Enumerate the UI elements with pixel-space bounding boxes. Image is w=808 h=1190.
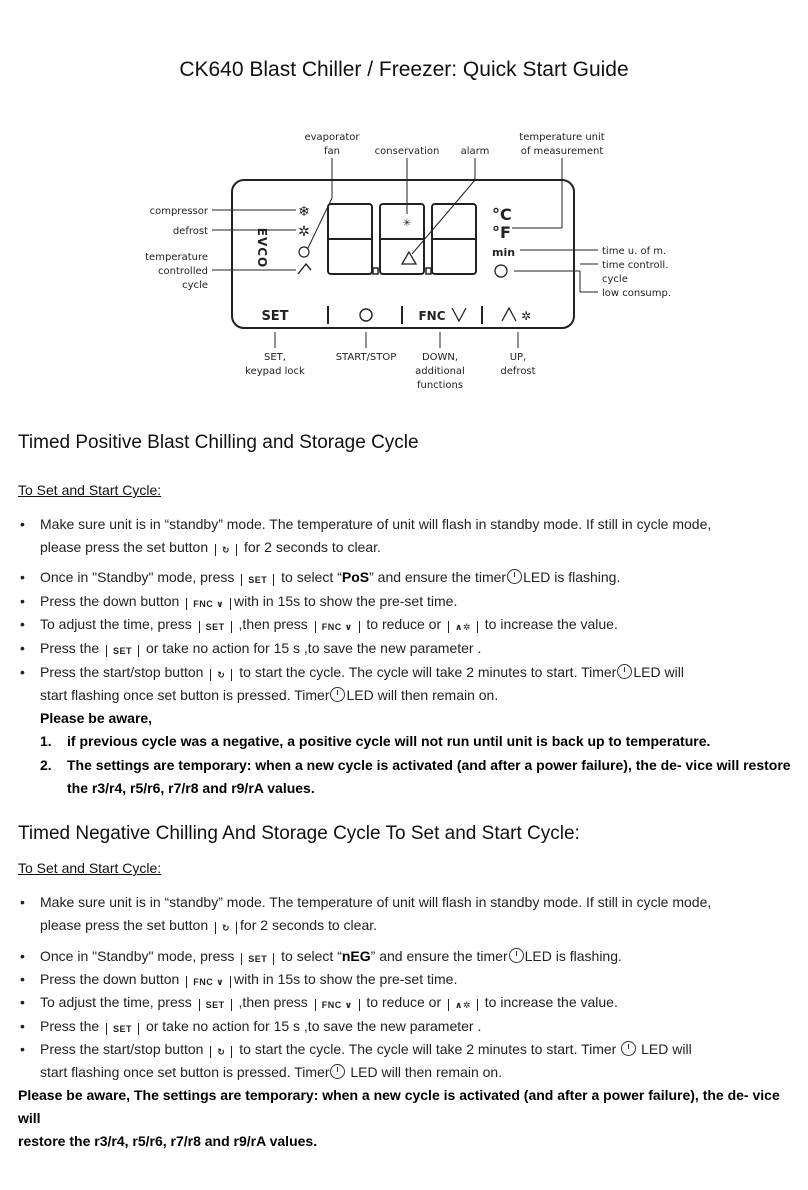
fnc-key-label: FNC	[418, 309, 446, 323]
fnc-down-key-icon: FNC ∨	[186, 976, 231, 988]
defrost-icon: ✲	[298, 224, 310, 240]
compressor-icon: ❄	[298, 204, 310, 220]
bullet: •	[20, 948, 25, 964]
timer-icon	[621, 1041, 636, 1056]
controller-diagram	[130, 128, 690, 398]
label-set: SET,	[264, 352, 286, 363]
set-key-icon: SET	[106, 1023, 139, 1035]
label-alarm: alarm	[460, 146, 490, 157]
decimal-point	[426, 268, 431, 274]
controller-panel	[232, 180, 574, 328]
start-stop-key-icon: ↻	[215, 922, 237, 934]
timer-icon	[507, 569, 522, 584]
label-time-ctrl: time controll.	[602, 260, 669, 271]
label-temp-unit: temperature unit	[519, 132, 605, 143]
up-defrost-key-icon: ∧✲	[448, 621, 478, 633]
brand-logo: EVCO	[255, 227, 269, 269]
start-stop-key-icon: ↻	[210, 669, 232, 681]
label-temp-controlled: temperature	[145, 252, 208, 263]
set-key-icon: SET	[199, 999, 232, 1011]
temperature-cycle-icon	[298, 264, 311, 274]
label-functions: functions	[416, 380, 464, 391]
aware-note: Please be aware,	[40, 710, 153, 726]
set-key-icon: SET	[106, 645, 139, 657]
bullet: •	[20, 616, 25, 632]
label-additional: additional	[415, 366, 465, 377]
conservation-icon: ✳	[402, 218, 412, 229]
label-temp-controlled-3: cycle	[182, 280, 208, 291]
section-subheading: To Set and Start Cycle:	[18, 860, 162, 876]
label-temp-unit-2: of measurement	[520, 146, 604, 157]
label-evaporator: evaporator	[304, 132, 360, 143]
bullet: •	[20, 994, 25, 1010]
section-subheading: To Set and Start Cycle:	[18, 482, 162, 498]
min-indicator: min	[492, 246, 516, 259]
up-arrow-icon	[502, 308, 516, 321]
fahrenheit-indicator: °F	[492, 223, 511, 242]
start-stop-key-icon: ↻	[210, 1046, 232, 1058]
bullet: •	[20, 664, 25, 680]
label-up: UP,	[509, 352, 527, 363]
start-stop-icon	[360, 309, 372, 321]
bullet: •	[20, 516, 25, 532]
defrost-key-icon: ✲	[520, 309, 532, 323]
label-down: DOWN,	[421, 352, 459, 363]
fnc-down-key-icon: FNC ∨	[315, 999, 360, 1011]
alarm-icon	[402, 252, 416, 264]
label-temp-controlled-2: controlled	[158, 266, 208, 277]
timer-icon	[509, 948, 524, 963]
fnc-down-key-icon: FNC ∨	[315, 621, 360, 633]
label-start-stop: START/STOP	[335, 352, 397, 363]
set-key-icon: SET	[241, 953, 274, 965]
set-key-icon: SET	[199, 621, 232, 633]
bullet: •	[20, 640, 25, 656]
page-title: CK640 Blast Chiller / Freezer: Quick Start Guide	[179, 58, 629, 81]
set-key-icon: SET	[241, 574, 274, 586]
label-fan: fan	[324, 146, 340, 157]
fan-icon	[299, 247, 309, 257]
label-cycle: cycle	[602, 274, 628, 285]
fnc-down-key-icon: FNC ∨	[186, 598, 231, 610]
timer-icon	[617, 664, 632, 679]
start-stop-key-icon: ↻	[215, 544, 237, 556]
label-compressor: compressor	[149, 206, 208, 217]
section-heading-negative: Timed Negative Chilling And Storage Cycle To Set and Start Cycle:	[18, 823, 580, 844]
label-up-defrost: defrost	[500, 366, 536, 377]
bullet: •	[20, 569, 25, 585]
timer-icon	[495, 265, 507, 277]
up-defrost-key-icon: ∧✲	[448, 999, 478, 1011]
section-heading-positive: Timed Positive Blast Chilling and Storage Cycle	[18, 432, 419, 453]
label-low-consump: low consump.	[602, 288, 672, 299]
bullet: •	[20, 894, 25, 910]
set-key-label: SET	[261, 309, 289, 324]
label-defrost: defrost	[172, 226, 208, 237]
timer-icon	[330, 1064, 345, 1079]
bullet: •	[20, 1018, 25, 1034]
celsius-indicator: °C	[492, 205, 512, 224]
label-conservation: conservation	[374, 146, 440, 157]
bullet: •	[20, 593, 25, 609]
timer-icon	[330, 687, 345, 702]
aware-note-negative: Please be aware, The settings are temporary: when a new cycle is activated (and after a power failure), the de- vice will restore the r3/r4, r5/r6, r7/r8 and r9/rA values.	[18, 1087, 780, 1149]
down-arrow-icon	[452, 308, 466, 321]
decimal-point	[373, 268, 378, 274]
label-time-um: time u. of m.	[602, 246, 667, 257]
bullet: •	[20, 1041, 25, 1057]
bullet: •	[20, 971, 25, 987]
label-keypad-lock: keypad lock	[245, 366, 305, 377]
